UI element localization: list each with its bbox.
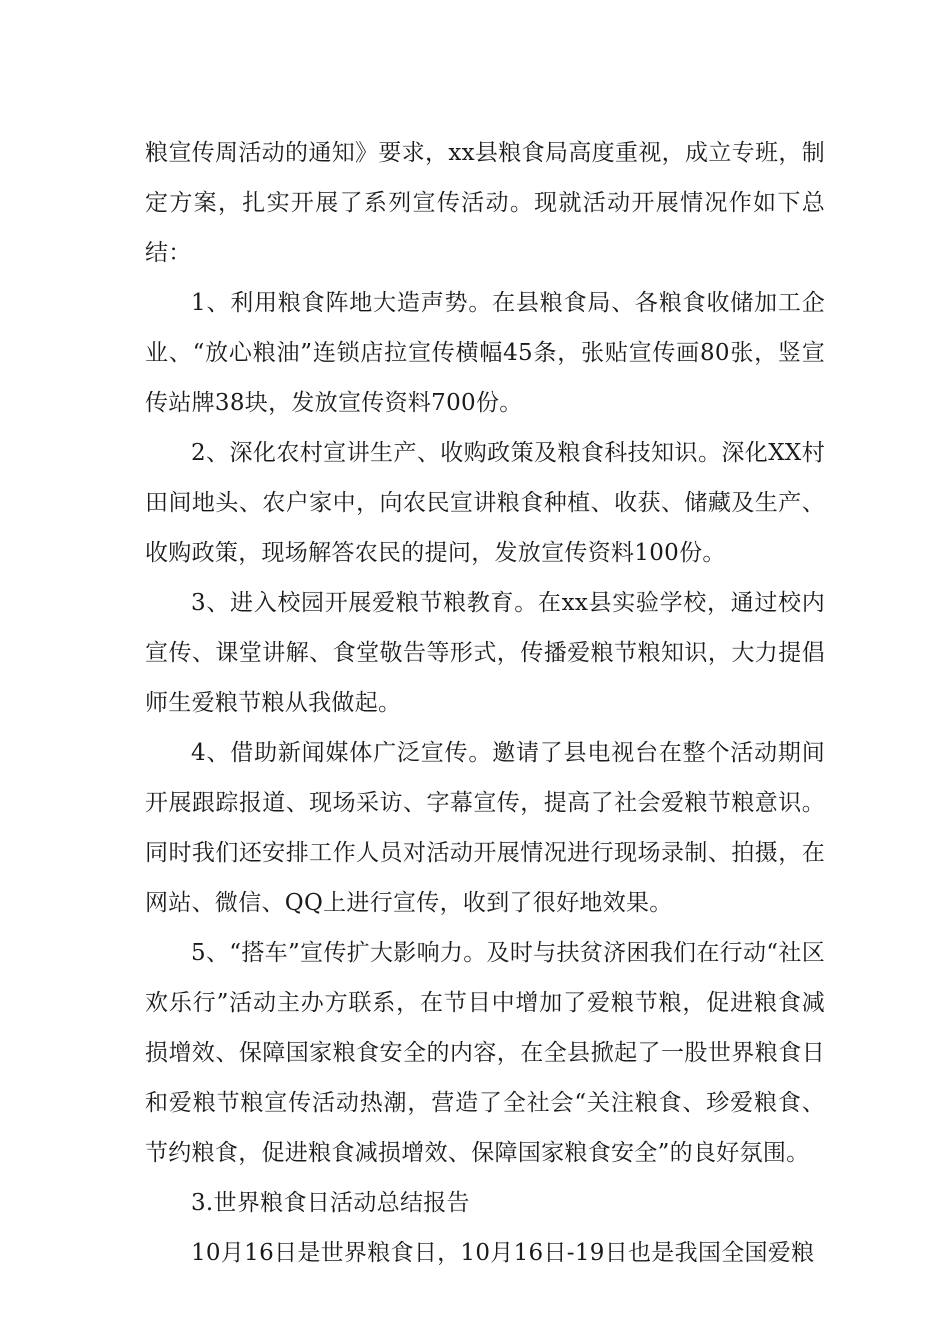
section-heading: 3.世界粮食日活动总结报告 (191, 1190, 470, 1216)
paragraph-item-4: 4、借助新闻媒体广泛宣传。邀请了县电视台在整个活动期间开展跟踪报道、现场采访、字幕宣传，提高了社会爱粮节粮意识。同时我们还安排工作人员对活动开展情况进行现场录制、拍摄，在网站、微信、QQ上进行宣传，收到了很好地效果。 (145, 740, 825, 916)
paragraph-item-1: 1、利用粮食阵地大造声势。在县粮食局、各粮食收储加工企业、“放心粮油”连锁店拉宣传横幅45条，张贴宣传画80张，竖宣传站牌38块，发放宣传资料700份。 (145, 290, 825, 416)
paragraph-item-3: 3、进入校园开展爱粮节粮教育。在xx县实验学校，通过校内宣传、课堂讲解、食堂敬告等形式，传播爱粮节粮知识，大力提倡师生爱粮节粮从我做起。 (145, 590, 825, 716)
paragraph-intro-continuation: 粮宣传周活动的通知》要求，xx县粮食局高度重视，成立专班，制定方案，扎实开展了系列宣传活动。现就活动开展情况作如下总结： (145, 140, 825, 266)
paragraph-section-intro: 10月16日是世界粮食日，10月16日-19日也是我国全国爱粮 (191, 1240, 815, 1266)
paragraph-item-5: 5、“搭车”宣传扩大影响力。及时与扶贫济困我们在行动“社区欢乐行”活动主办方联系，在节目中增加了爱粮节粮，促进粮食减损增效、保障国家粮食安全的内容，在全县掀起了一股世界粮食日和爱粮节粮宣传活动热潮，营造了全社会“关注粮食、珍爱粮食、节约粮食，促进粮食减损增效、保障国家粮食安全”的良好氛围。 (145, 940, 825, 1166)
document-body (145, 128, 825, 1278)
paragraph-item-2: 2、深化农村宣讲生产、收购政策及粮食科技知识。深化XX村田间地头、农户家中，向农民宣讲粮食种植、收获、储藏及生产、收购政策，现场解答农民的提问，发放宣传资料100份。 (145, 440, 825, 566)
